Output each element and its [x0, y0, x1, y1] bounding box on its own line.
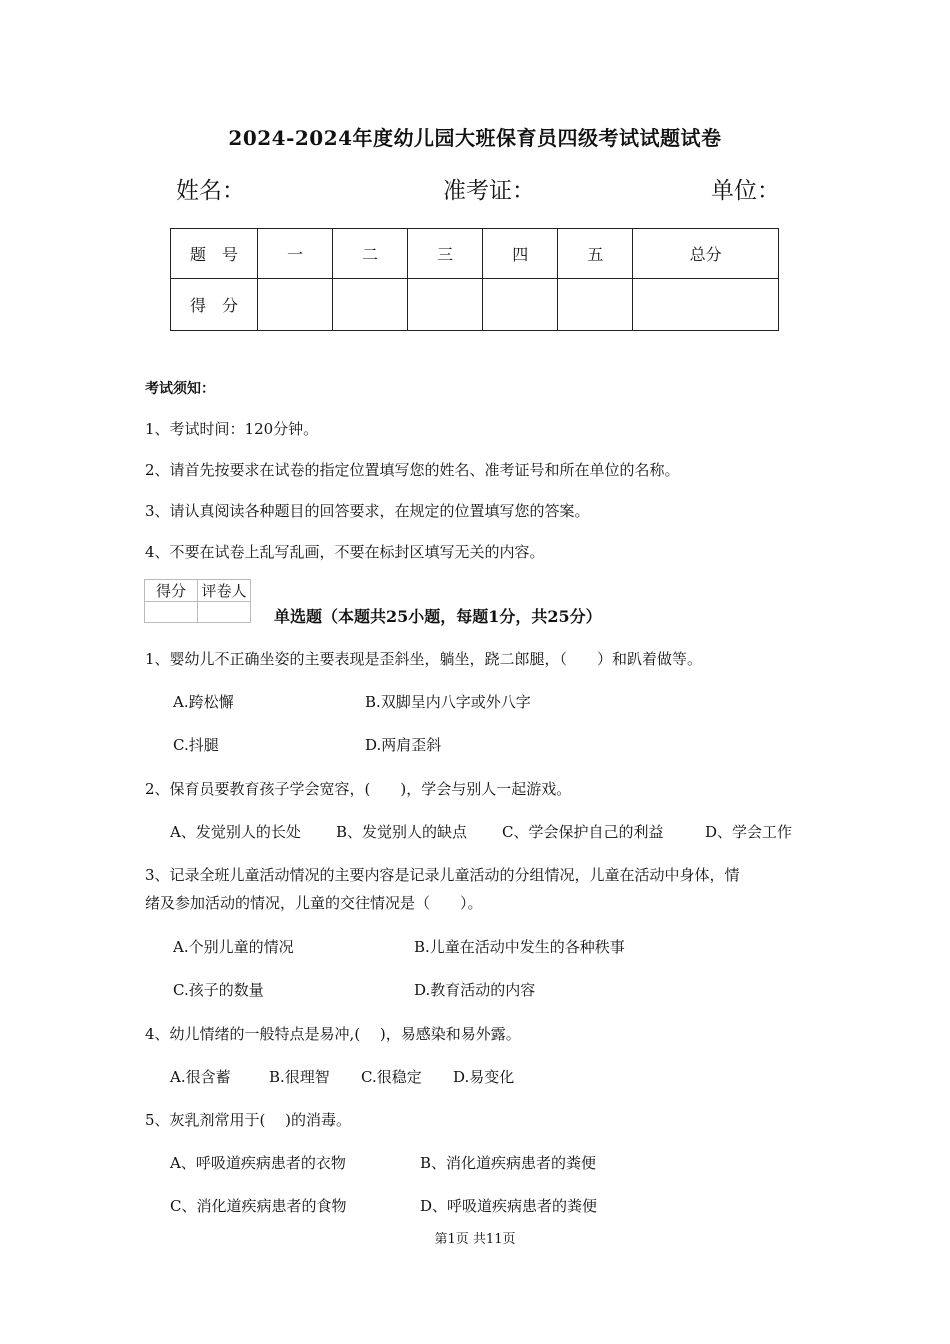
- score-row-label: 得 分: [171, 279, 258, 331]
- question-3-stem-line-1: 3、记录全班儿童活动情况的主要内容是记录儿童活动的分组情况，儿童在活动中身体，情: [145, 866, 740, 884]
- question-1-option-d[interactable]: D.两肩歪斜: [365, 736, 442, 754]
- question-1-option-c[interactable]: C.抖腿: [173, 736, 219, 754]
- header-cell-1: 一: [258, 229, 333, 279]
- question-2-option-a[interactable]: A、发觉别人的长处: [170, 823, 301, 841]
- notice-item-1: 1、考试时间：120分钟。: [145, 420, 319, 438]
- question-2-option-d[interactable]: D、学会工作: [705, 823, 793, 841]
- question-1-option-b[interactable]: B.双脚呈内八字或外八字: [365, 693, 531, 711]
- page-footer: 第1页 共11页: [434, 1232, 516, 1247]
- question-1-stem: 1、婴幼儿不正确坐姿的主要表现是歪斜坐，躺坐，跷二郎腿，（ ）和趴着做等。: [145, 650, 703, 668]
- question-4-option-a[interactable]: A.很含蓄: [170, 1068, 231, 1086]
- grader-box-score-cell[interactable]: [145, 602, 198, 623]
- section-title: 单选题（本题共25小题，每题1分，共25分）: [274, 607, 602, 626]
- grader-box-grader-cell[interactable]: [198, 602, 251, 623]
- question-4-option-b[interactable]: B.很理智: [269, 1068, 330, 1086]
- header-cell-total: 总分: [633, 229, 779, 279]
- question-5-option-b[interactable]: B、消化道疾病患者的粪便: [420, 1154, 597, 1172]
- score-table-score-row: [171, 279, 779, 331]
- score-cell-5[interactable]: [558, 279, 633, 331]
- header-cell-5: 五: [558, 229, 633, 279]
- notice-heading: 考试须知：: [145, 381, 215, 397]
- question-5-option-c[interactable]: C、消化道疾病患者的食物: [170, 1197, 347, 1215]
- header-cell-4: 四: [483, 229, 558, 279]
- question-3-option-c[interactable]: C.孩子的数量: [173, 981, 264, 999]
- grader-box-grader-label: 评卷人: [198, 580, 251, 602]
- score-table: [170, 228, 779, 331]
- page-title: 2024-2024年度幼儿园大班保育员四级考试试题试卷: [228, 126, 722, 150]
- score-cell-1[interactable]: [258, 279, 333, 331]
- score-cell-4[interactable]: [483, 279, 558, 331]
- score-cell-total[interactable]: [633, 279, 779, 331]
- score-cell-3[interactable]: [408, 279, 483, 331]
- header-cell-3: 三: [408, 229, 483, 279]
- question-5-option-d[interactable]: D、呼吸道疾病患者的粪便: [420, 1197, 598, 1215]
- unit-label: 单位：: [711, 178, 780, 204]
- exam-number-label: 准考证：: [443, 178, 535, 204]
- question-4-option-c[interactable]: C.很稳定: [361, 1068, 422, 1086]
- question-2-option-c[interactable]: C、学会保护自己的利益: [502, 823, 664, 841]
- header-cell-label: 题 号: [171, 229, 258, 279]
- notice-item-2: 2、请首先按要求在试卷的指定位置填写您的姓名、准考证号和所在单位的名称。: [145, 461, 680, 479]
- notice-item-3: 3、请认真阅读各种题目的回答要求，在规定的位置填写您的答案。: [145, 502, 590, 520]
- question-4-option-d[interactable]: D.易变化: [453, 1068, 515, 1086]
- grader-box-score-label: 得分: [145, 580, 198, 602]
- question-2-stem: 2、保育员要教育孩子学会宽容，( )，学会与别人一起游戏。: [145, 780, 572, 798]
- question-2-option-b[interactable]: B、发觉别人的缺点: [336, 823, 468, 841]
- grader-box: [144, 579, 251, 623]
- question-3-option-a[interactable]: A.个别儿童的情况: [173, 938, 294, 956]
- notice-item-4: 4、不要在试卷上乱写乱画，不要在标封区填写无关的内容。: [145, 543, 545, 561]
- header-cell-2: 二: [333, 229, 408, 279]
- question-5-stem: 5、灰乳剂常用于( )的消毒。: [145, 1111, 352, 1129]
- question-3-option-b[interactable]: B.儿童在活动中发生的各种秩事: [414, 938, 625, 956]
- score-cell-2[interactable]: [333, 279, 408, 331]
- score-table-header-row: [171, 229, 779, 279]
- question-3-option-d[interactable]: D.教育活动的内容: [414, 981, 536, 999]
- question-5-option-a[interactable]: A、呼吸道疾病患者的衣物: [170, 1154, 346, 1172]
- question-3-stem-line-2: 绪及参加活动的情况，儿童的交往情况是（ ）。: [145, 894, 483, 912]
- name-label: 姓名：: [176, 178, 245, 204]
- question-1-option-a[interactable]: A.跨松懈: [173, 693, 234, 711]
- question-4-stem: 4、幼儿情绪的一般特点是易冲,( )，易感染和易外露。: [145, 1025, 521, 1043]
